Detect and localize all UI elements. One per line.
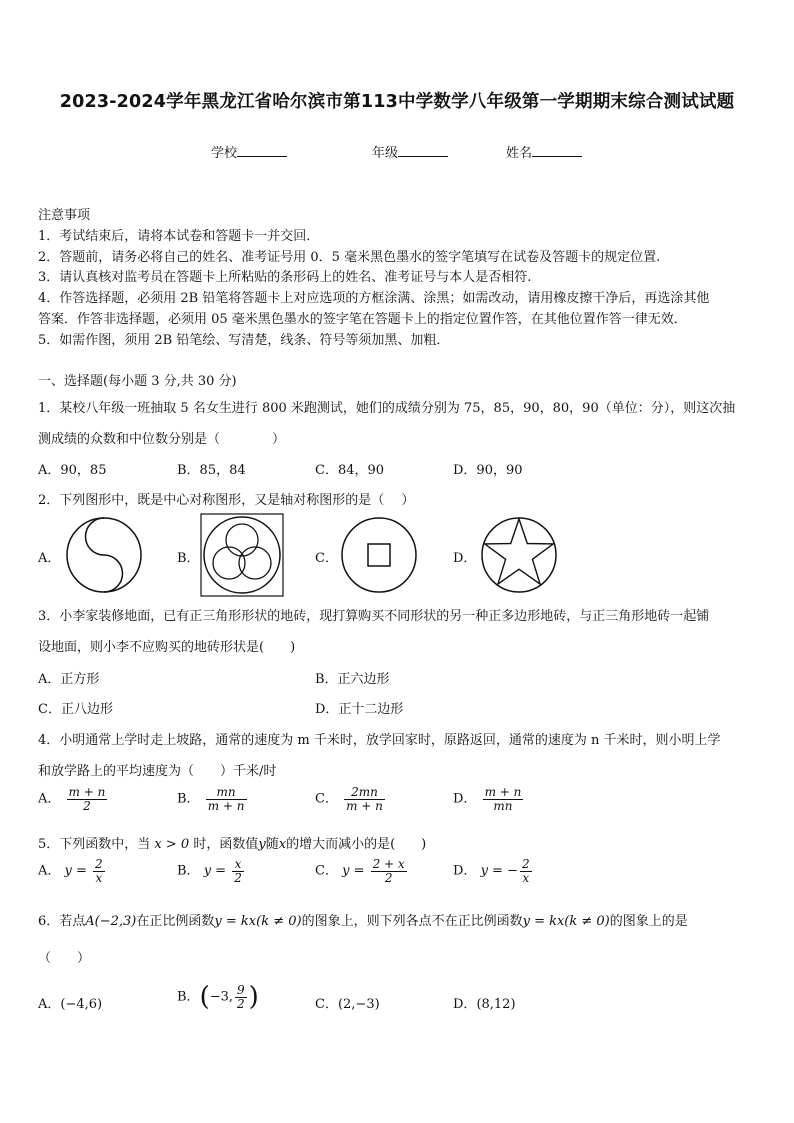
fraction xyxy=(67,786,108,812)
q6-option-a[interactable] xyxy=(38,993,102,1012)
q6-stem-mid2: 的图象上，则下列各点不在正比例函数 xyxy=(301,914,523,929)
q6-option-d-value: (8,12) xyxy=(476,997,516,1012)
grade-field[interactable] xyxy=(372,142,448,161)
q2-figure-a[interactable] xyxy=(64,515,144,595)
right-paren: ) xyxy=(248,982,259,1012)
q5-var-x: x xyxy=(278,837,287,852)
q5-lhs: y = xyxy=(64,863,87,879)
denominator: m + n xyxy=(346,798,383,813)
q4-option-b-label: B． xyxy=(177,791,200,807)
q6-stem-post: 的图象上的是 xyxy=(609,914,688,929)
q4-option-a-label: A． xyxy=(38,791,61,807)
name-field[interactable] xyxy=(506,142,582,161)
q5-condition: x > 0 xyxy=(154,837,190,852)
q5-stem-post: 的增大而减小的是( ) xyxy=(286,837,427,852)
notice-heading: 注意事项 xyxy=(38,208,91,223)
fraction xyxy=(235,984,247,1010)
q3-stem-line2: 设地面，则小李不应购买的地砖形状是( ) xyxy=(38,640,296,655)
q5-lhs: y = xyxy=(342,863,365,879)
notice-item: 答案．作答非选择题，必须用 05 毫米黑色墨水的签字笔在答题卡上的指定位置作答，在其他位置作答一律无效． xyxy=(38,312,687,327)
q5-option-c-label: C． xyxy=(315,863,338,879)
q5-stem-mid: 时，函数值 xyxy=(193,837,259,852)
q2-option-b-label[interactable]: B． xyxy=(177,551,200,566)
left-paren: ( xyxy=(199,982,210,1012)
q1-option-b[interactable]: B．85，84 xyxy=(177,463,246,478)
q4-stem-line1: 4．小明通常上学时走上坡路，通常的速度为 m 千米时，放学回家时，原路返回，通常的速度为 n 千米时，则小明上学 xyxy=(38,733,721,748)
denominator: m + n xyxy=(207,798,245,813)
q6-stem-pre: 6．若点 xyxy=(38,914,86,929)
q3-option-b[interactable]: B．正六边形 xyxy=(315,672,390,687)
numerator: m + n xyxy=(484,785,522,799)
q5-option-a-label: A． xyxy=(38,863,61,879)
q3-stem-line1: 3．小李家装修地面，已有正三角形形状的地砖，现打算购买不同形状的另一种正多边形地砖，与正三角形地砖一起铺 xyxy=(38,609,710,624)
q4-stem-line2: 和放学路上的平均速度为（ ）千米/时 xyxy=(38,764,277,779)
q4-option-d-label: D． xyxy=(453,791,477,807)
q5-option-c[interactable] xyxy=(315,858,409,884)
q6-func2: y = kx(k ≠ 0) xyxy=(522,914,610,929)
notice-item: 1．考试结束后，请将本试卷和答题卡一并交回． xyxy=(38,229,320,244)
fraction xyxy=(206,786,247,812)
denominator: 2 xyxy=(237,996,245,1011)
q1-stem-line2: 测成绩的众数和中位数分别是（ ） xyxy=(38,432,286,447)
yin-yang-icon xyxy=(64,515,144,595)
section-heading: 一、选择题(每小题 3 分,共 30 分) xyxy=(38,374,237,389)
school-label: 学校 xyxy=(211,146,238,161)
notice-item: 2．答题前，请务必将自己的姓名、准考证号用 0．5 毫米黑色墨水的签字笔填写在试卷及答题卡的规定位置. xyxy=(38,250,661,265)
q4-option-a[interactable] xyxy=(38,786,109,812)
fraction xyxy=(93,858,105,884)
numerator: 9 xyxy=(237,982,245,997)
q1-stem-line1: 1．某校八年级一班抽取 5 名女生进行 800 米跑测试，她们的成绩分别为 75，85，90，80，90（单位：分），则这次抽 xyxy=(38,401,736,416)
denominator: 2 xyxy=(371,871,407,885)
q5-var-y: y xyxy=(258,837,266,852)
fraction xyxy=(344,786,385,812)
q2-figure-c[interactable] xyxy=(339,515,419,595)
q5-option-d[interactable] xyxy=(453,858,534,884)
star-in-circle-icon xyxy=(479,515,559,595)
q4-option-c-label: C． xyxy=(315,791,338,807)
three-circles-icon xyxy=(200,513,284,597)
q4-option-b[interactable] xyxy=(177,786,249,812)
fraction xyxy=(232,858,244,884)
q2-option-a-label[interactable]: A． xyxy=(38,551,61,566)
q3-option-a[interactable]: A．正方形 xyxy=(38,672,100,687)
q2-figure-b[interactable] xyxy=(200,513,284,597)
fraction xyxy=(371,858,407,884)
q5-option-a[interactable] xyxy=(38,858,107,884)
numerator: mn xyxy=(216,785,236,799)
numerator: 2 + x xyxy=(372,857,405,871)
numerator: 2 xyxy=(522,857,530,871)
q6-option-c-value: (2,−3) xyxy=(337,997,380,1012)
notice-item: 4．作答选择题，必须用 2B 铅笔将答题卡上对应选项的方框涂满、涂黑；如需改动，请用橡皮擦干净后，再选涂其他 xyxy=(38,291,710,306)
grade-label: 年级 xyxy=(372,146,399,161)
fraction xyxy=(520,858,532,884)
school-field[interactable] xyxy=(211,142,287,161)
q6-option-d[interactable] xyxy=(453,993,516,1012)
numerator: m + n xyxy=(68,785,106,799)
numerator: x xyxy=(234,857,242,871)
denominator: 2 xyxy=(234,870,242,885)
denominator: x xyxy=(520,871,532,885)
numerator: 2 xyxy=(95,857,103,871)
q3-option-d[interactable]: D．正十二边形 xyxy=(315,702,404,717)
q2-option-c-label[interactable]: C． xyxy=(315,551,338,566)
q6-stem-line2: （ ） xyxy=(38,951,91,966)
school-blank[interactable] xyxy=(237,144,287,157)
square-in-circle-icon xyxy=(339,515,419,595)
q6-option-c[interactable] xyxy=(315,993,380,1012)
q5-stem xyxy=(38,833,426,852)
q6-option-d-label: D． xyxy=(453,997,477,1012)
denominator: 2 xyxy=(67,799,108,813)
denominator: mn xyxy=(483,799,524,813)
q2-figure-d[interactable] xyxy=(479,515,559,595)
q6-option-b-pre: −3, xyxy=(209,989,234,1005)
name-blank[interactable] xyxy=(532,144,582,157)
name-label: 姓名 xyxy=(506,146,533,161)
q6-option-b-label: B． xyxy=(177,989,200,1005)
q6-option-b[interactable] xyxy=(177,982,259,1012)
q3-option-c[interactable]: C．正八边形 xyxy=(38,702,113,717)
q1-option-d[interactable]: D．90，90 xyxy=(453,463,523,478)
notice-item: 3．请认真核对监考员在答题卡上所粘贴的条形码上的姓名、准考证号与本人是否相符. xyxy=(38,270,532,285)
numerator: 2mn xyxy=(351,785,378,799)
q6-point: A(−2,3) xyxy=(85,914,137,929)
notice-item: 5．如需作图，须用 2B 铅笔绘、写清楚，线条、符号等须加黑、加粗． xyxy=(38,333,450,348)
q4-option-d[interactable] xyxy=(453,786,525,812)
q4-option-c[interactable] xyxy=(315,786,387,812)
q5-sign: − xyxy=(507,863,518,879)
q5-option-b-label: B． xyxy=(177,863,200,879)
q1-option-c[interactable]: C．84，90 xyxy=(315,463,385,478)
q6-stem xyxy=(38,910,688,929)
fraction xyxy=(483,786,524,812)
q5-option-b[interactable] xyxy=(177,858,246,884)
grade-blank[interactable] xyxy=(398,144,448,157)
page-title: 2023-2024学年黑龙江省哈尔滨市第113中学数学八年级第一学期期末综合测试试题 xyxy=(59,92,735,112)
q5-lhs: y = xyxy=(203,863,227,879)
q5-option-d-label: D． xyxy=(453,863,477,879)
q1-option-a[interactable]: A．90，85 xyxy=(38,463,107,478)
q6-func: y = kx(k ≠ 0) xyxy=(214,914,302,929)
q6-option-a-label: A． xyxy=(38,997,61,1012)
q5-stem-mid2: 随 xyxy=(265,837,279,852)
q2-option-d-label[interactable]: D． xyxy=(453,551,477,566)
q5-lhs: y = xyxy=(480,863,503,879)
denominator: x xyxy=(93,871,105,885)
q6-stem-mid: 在正比例函数 xyxy=(136,914,215,929)
q6-option-c-label: C． xyxy=(315,997,338,1012)
q2-stem: 2．下列图形中，既是中心对称图形，又是轴对称图形的是（ ） xyxy=(38,493,415,508)
q5-stem-pre: 5．下列函数中，当 xyxy=(38,837,151,852)
q6-option-a-value: (−4,6) xyxy=(60,997,103,1012)
